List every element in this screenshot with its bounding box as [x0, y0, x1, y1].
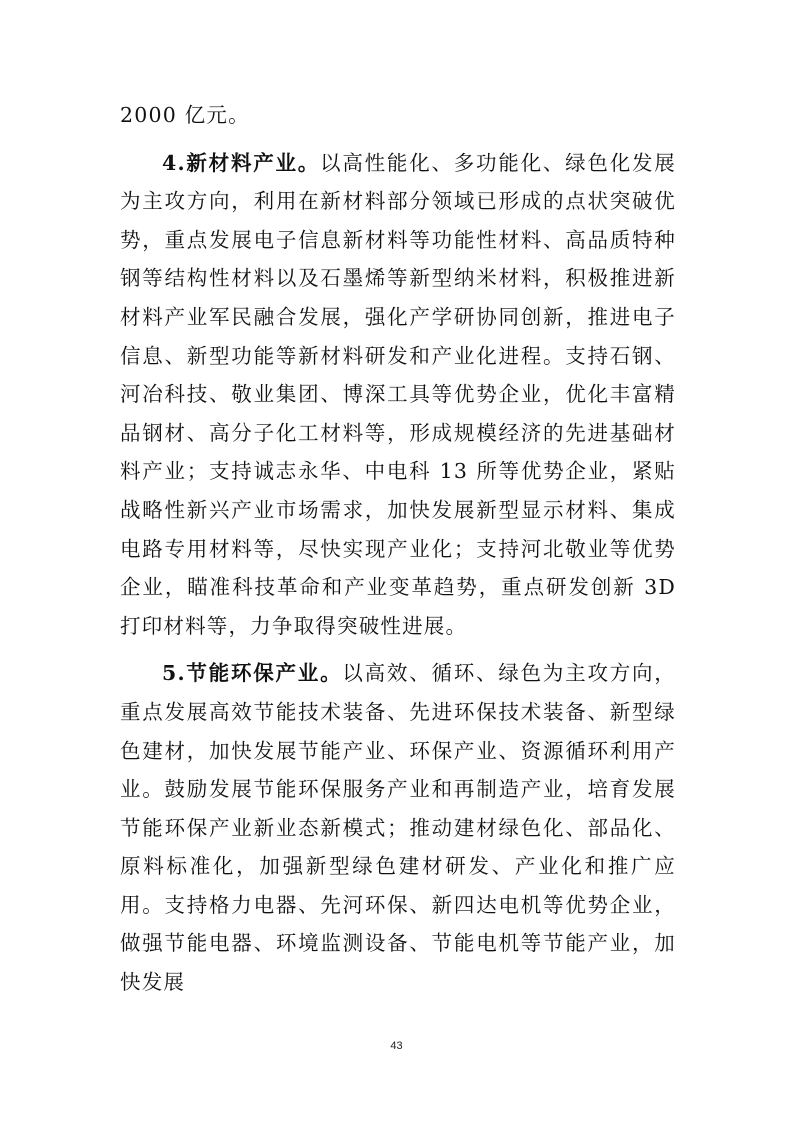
paragraph-continuation [120, 96, 676, 135]
paragraph-energy-saving [120, 654, 676, 1001]
paragraph-text: 以高效、循环、绿色为主攻方向，重点发展高效节能技术装备、先进环保技术装备、新型绿色建材，加快发展节能产业、环保产业、资源循环利用产业。鼓励发展节能环保服务产业和再制造产业，培育发展节能环保产业新业态新模式；推动建材绿色化、部品化、原料标准化，加强新型绿色建材研发、产业化和推广应用。支持格力电器、先河环保、新四达电机等优势企业，做强节能电器、环境监测设备、节能电机等节能产业，加快发展 [120, 661, 677, 995]
section-heading-energy-saving: 5.节能环保产业。 [162, 661, 343, 686]
page-number: 43 [390, 1040, 403, 1052]
document-body [120, 96, 676, 1011]
section-heading-new-materials: 4.新材料产业。 [162, 150, 321, 175]
paragraph-text: 2000 亿元。 [120, 103, 250, 127]
paragraph-new-materials [120, 144, 676, 646]
paragraph-text: 以高性能化、多功能化、绿色化发展为主攻方向，利用在新材料部分领域已形成的点状突破优势，重点发展电子信息新材料等功能性材料、高品质特种钢等结构性材料以及石墨烯等新型纳米材料，积极推进新材料产业军民融合发展，强化产学研协同创新，推进电子信息、新型功能等新材料研发和产业化进程。支持石钢、河冶科技、敬业集团、博深工具等优势企业，优化丰富精品钢材、高分子化工材料等，形成规模经济的先进基础材料产业；支持诚志永华、中电科 13 所等优势企业，紧贴战略性新兴产业市场需求，加快发展新型显示材料、集成电路专用材料等，尽快实现产业化；支持河北敬业等优势企业，瞄准科技革命和产业变革趋势，重点研发创新 3D 打印材料等，力争取得突破性进展。 [120, 150, 676, 638]
